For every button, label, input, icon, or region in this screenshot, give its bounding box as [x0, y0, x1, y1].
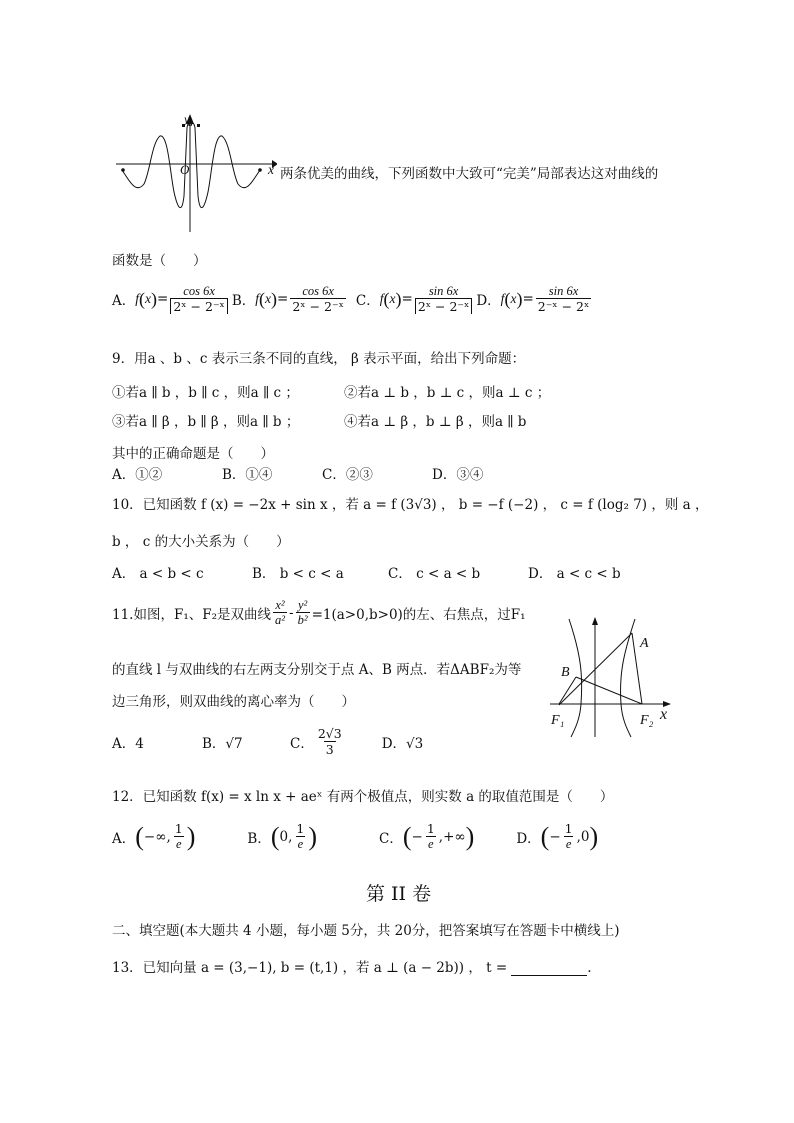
q12-option-a-num: 1: [174, 821, 183, 836]
q12-option-d-left: −: [549, 829, 561, 845]
q8-option-b-x: x: [265, 291, 272, 306]
q12-option-d-num: 1: [564, 821, 573, 836]
fig-label-f1: F₁: [551, 713, 565, 728]
q9-option-d: D．③④: [432, 467, 484, 483]
fig-label-a: A: [640, 636, 649, 651]
q11-line-1-post: =1(a>0,b>0)的左、右焦点，过F₁: [311, 607, 526, 623]
q8-option-d-f: f: [500, 291, 505, 306]
q11-line-1-pre: 11.如图，F₁、F₂是双曲线: [112, 607, 272, 623]
q8-option-d-label: D．: [476, 293, 501, 309]
q10-stem-2: b ， c 的大小关系为（ ）: [112, 534, 290, 550]
q9-proposition-4: ④若a ⊥ β ，b ⊥ β ，则a ∥ b: [344, 414, 527, 430]
q9-option-c: C．②③: [322, 467, 373, 483]
q12-option-c-right: ,+∞: [438, 829, 466, 845]
q12-option-a-label: A．: [112, 831, 136, 847]
q8-options: A． f ( x ) = $\frac{\cos 6x}{\text{2ˣ − 2⁻ˣ}}$ B． f ( x ) = $\frac{\cos 6x}{\text{2ˣ − 2⁻ˣ}}$ C． f ( x ) = $\frac{\sin 6x}{\text{2ˣ − 2⁻ˣ}}$ D． f ( x ) = $\frac{\sin 6x}{\text{2⁻ˣ − 2ˣ}}$: [112, 284, 590, 314]
q9-proposition-1: ①若a ∥ b ，b ∥ c ，则a ∥ c ；: [112, 385, 299, 401]
q12-option-b-label: B．: [247, 831, 271, 847]
q8-option-b-f: f: [255, 291, 260, 306]
q12-option-b-left: 0,: [279, 829, 293, 845]
q12-option-d-den: e: [565, 837, 572, 851]
q12-option-b-den: e: [297, 837, 304, 851]
q8-stem-end: 函数是（ ）: [112, 253, 207, 269]
graph-origin-label: O: [180, 162, 190, 177]
q8-option-a-num: cos 6x: [183, 284, 215, 298]
q10-option-b: B． b < c < a: [252, 566, 344, 582]
q11-x2: x²: [275, 598, 285, 612]
q11-line-1: 11.如图，F₁、F₂是双曲线 $\frac{\text{x²}}{\text{a²}}$ - $\frac{\text{y²}}{\text{b²}}$ =1(a>0,b>0)的左、右焦点，过F₁: [112, 598, 526, 627]
q8-option-a-label: A．: [112, 293, 136, 309]
q9-option-a: A．①②: [112, 467, 163, 483]
q11-a2: a²: [275, 613, 286, 627]
q9-proposition-3: ③若a ∥ β ，b ∥ β ，则a ∥ b ；: [112, 414, 300, 430]
q12-option-a-left: −∞,: [143, 829, 171, 845]
q12-option-d-right: ,0: [576, 829, 590, 845]
q8-option-b-num: cos 6x: [302, 284, 334, 298]
q12-stem: 12．已知函数 f(x) = x ln x + aeˣ 有两个极值点，则实数 a 的取值范围是（ ）: [112, 789, 614, 805]
part-2-title: 第 II 卷: [366, 883, 432, 905]
q13-answer-blank[interactable]: [511, 963, 587, 976]
q8-option-d-den: 2⁻ˣ − 2ˣ: [537, 299, 590, 314]
q13-end: .: [587, 960, 592, 976]
q11-option-d: D．√3: [381, 736, 424, 752]
q11-option-c-den: 3: [325, 742, 334, 757]
q13-stem: 13．已知向量 a = (3,−1), b = (t,1) ，若 a ⊥ (a − 2b)) ， t =: [112, 960, 508, 976]
q11-option-c-label: C．: [290, 736, 314, 752]
q12-option-c-left: −: [411, 829, 423, 845]
q8-option-d-x: x: [510, 291, 517, 306]
q11-line-3: 边三角形，则双曲线的离心率为（ ）: [112, 694, 355, 710]
q11-options: [112, 727, 423, 757]
q11-option-b: B．√7: [202, 736, 243, 752]
q8-option-a-x: x: [145, 291, 152, 306]
q8-option-d-num: sin 6x: [548, 284, 579, 298]
q8-option-c-label: C．: [355, 293, 380, 309]
fig-label-b: B: [561, 665, 570, 680]
q8-option-c-den: 2ˣ − 2⁻ˣ: [415, 298, 473, 314]
q11-y2: y²: [297, 598, 308, 612]
q8-option-a-f: f: [135, 291, 140, 306]
q11-option-a: A．4: [112, 736, 144, 752]
q9-stem: 9．用a 、b 、c 表示三条不同的直线， β 表示平面，给出下列命题：: [112, 351, 526, 367]
q8-option-c-x: x: [389, 291, 396, 306]
q11-line-2: 的直线 l 与双曲线的右左两支分别交于点 A、B 两点．若ΔABF₂为等: [112, 662, 522, 678]
q10-stem: 10．已知函数 f (x) = −2x + sin x ，若 a = f (3√3) ， b = −f (−2) ， c = f (log₂ 7) ，则 a ，: [112, 497, 709, 513]
q12-option-a-den: e: [175, 837, 182, 851]
graph-x-label: x: [268, 162, 274, 177]
q9-question: 其中的正确命题是（ ）: [112, 446, 274, 462]
q11-b2: b²: [297, 613, 308, 627]
fill-in-section-heading: 二、填空题(本大题共 4 小题，每小题 5分，共 20分，把答案填写在答题卡中横线上): [112, 923, 620, 939]
q11-option-c-num: 2√3: [317, 726, 342, 741]
q8-option-b-den: 2ˣ − 2⁻ˣ: [292, 299, 344, 314]
q10-option-c: C． c < a < b: [388, 566, 481, 582]
q10-option-a: A． a < b < c: [112, 566, 204, 582]
q8-option-c-num: sin 6x: [428, 284, 459, 298]
wave-graph: [112, 112, 277, 237]
q12-option-d-label: D．: [516, 831, 541, 847]
fig-label-f2: F₂: [640, 713, 654, 728]
q8-option-c-f: f: [379, 291, 384, 306]
q8-text-after-graph: 两条优美的曲线，下列函数中大致可“完美”局部表达这对曲线的: [280, 166, 659, 182]
graph-y-label: y: [184, 112, 190, 126]
q12-option-c-den: e: [428, 837, 434, 851]
q12-option-b-num: 1: [296, 821, 305, 836]
q12-options: A． ( −∞, $\frac{1}{e}$ ) B． ( 0, $\frac{1}{e}$ ) C． ( − $\frac{1}{e}$ ,+∞ ) D． ( − $\frac{1}{e}$ ,0 ): [112, 821, 599, 851]
q8-option-a-den: 2ˣ − 2⁻ˣ: [170, 298, 228, 314]
q12-option-c-num: 1: [426, 821, 435, 836]
q9-proposition-2: ②若a ⊥ b ，b ⊥ c ，则a ⊥ c ；: [344, 385, 551, 401]
q13: [112, 956, 591, 976]
q12-option-c-label: C．: [379, 831, 403, 847]
q9-option-b: B．①④: [222, 467, 273, 483]
q8-option-b-label: B．: [231, 293, 256, 309]
fig-label-x: x: [660, 706, 668, 723]
q10-option-d: D． a < c < b: [528, 566, 621, 582]
